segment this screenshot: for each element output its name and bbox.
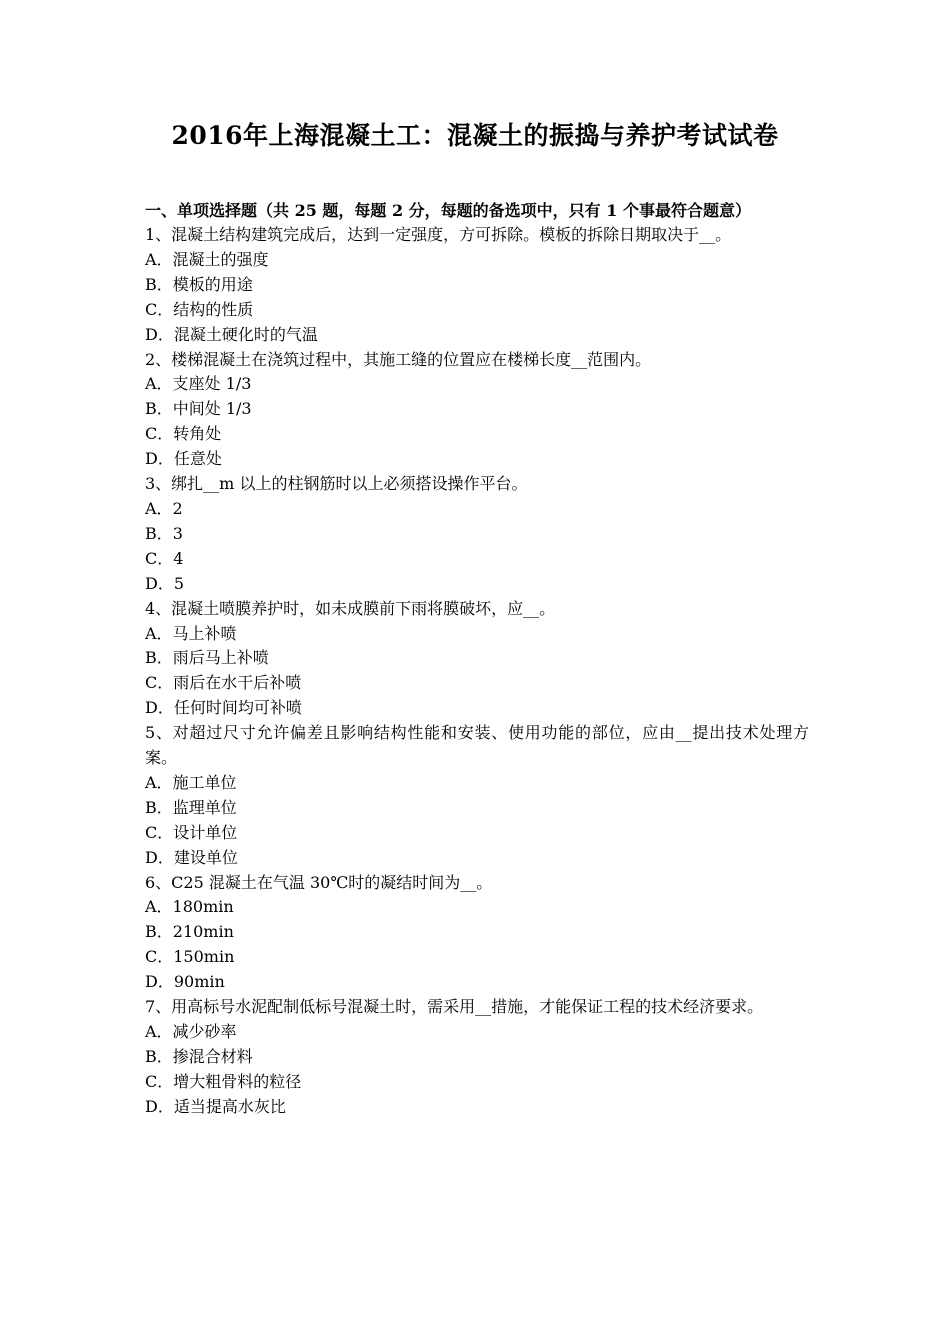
question-text: 7、用高标号水泥配制低标号混凝土时，需采用__措施，才能保证工程的技术经济要求。 (145, 997, 764, 1017)
option-c: C．雨后在水干后补喷 (145, 673, 302, 693)
question-2 (145, 348, 809, 473)
question-5 (145, 721, 809, 870)
question-text: 4、混凝土喷膜养护时，如未成膜前下雨将膜破坏，应__。 (145, 598, 556, 618)
option-a: A．混凝土的强度 (145, 249, 269, 269)
option-b: B．监理单位 (145, 797, 237, 817)
document-content (145, 198, 809, 1120)
option-a: A．支座处 1/3 (145, 374, 252, 394)
option-c: C．转角处 (145, 424, 222, 444)
option-b: B．雨后马上补喷 (145, 648, 269, 668)
option-d: D．任何时间均可补喷 (145, 698, 302, 718)
option-c: C．设计单位 (145, 822, 238, 842)
document-title: 2016年上海混凝土工：混凝土的振捣与养护考试试卷 (171, 121, 779, 150)
option-b: B．中间处 1/3 (145, 399, 252, 419)
option-c: C．结构的性质 (145, 299, 254, 319)
question-6 (145, 871, 809, 996)
option-a: A．施工单位 (145, 772, 237, 792)
question-3 (145, 472, 809, 597)
question-text: 1、混凝土结构建筑完成后，达到一定强度，方可拆除。模板的拆除日期取决于__。 (145, 225, 732, 244)
option-d: D．90min (145, 972, 225, 992)
option-a: A．马上补喷 (145, 623, 237, 643)
option-d: D．适当提高水灰比 (145, 1096, 286, 1116)
option-b: B．3 (145, 523, 183, 543)
option-c: C．增大粗骨料的粒径 (145, 1071, 302, 1091)
question-text: 6、C25 混凝土在气温 30℃时的凝结时间为__。 (145, 872, 493, 892)
option-a: A．180min (145, 897, 234, 917)
option-b: B．掺混合材料 (145, 1046, 253, 1066)
option-a: A．减少砂率 (145, 1022, 237, 1041)
option-b: B．模板的用途 (145, 274, 253, 294)
question-1 (145, 223, 809, 348)
option-d: D．任意处 (145, 449, 222, 469)
option-c: C．150min (145, 947, 235, 967)
option-a: A．2 (145, 498, 183, 518)
section-heading: 一、单项选择题（共 25 题，每题 2 分，每题的备选项中，只有 1 个事最符合题意） (145, 201, 751, 220)
question-7 (145, 995, 809, 1120)
option-d: D．5 (145, 573, 185, 593)
option-c: C．4 (145, 548, 184, 568)
option-d: D．混凝土硬化时的气温 (145, 324, 318, 344)
option-b: B．210min (145, 922, 234, 942)
question-text: 3、绑扎__m 以上的柱钢筋时以上必须搭设操作平台。 (145, 474, 528, 494)
question-4 (145, 597, 809, 722)
question-text: 2、楼梯混凝土在浇筑过程中，其施工缝的位置应在楼梯长度__范围内。 (145, 349, 652, 369)
option-d: D．建设单位 (145, 847, 238, 867)
question-text: 5、对超过尺寸允许偏差且影响结构性能和安装、使用功能的部位，应由__提出技术处理方案。 (145, 723, 809, 768)
